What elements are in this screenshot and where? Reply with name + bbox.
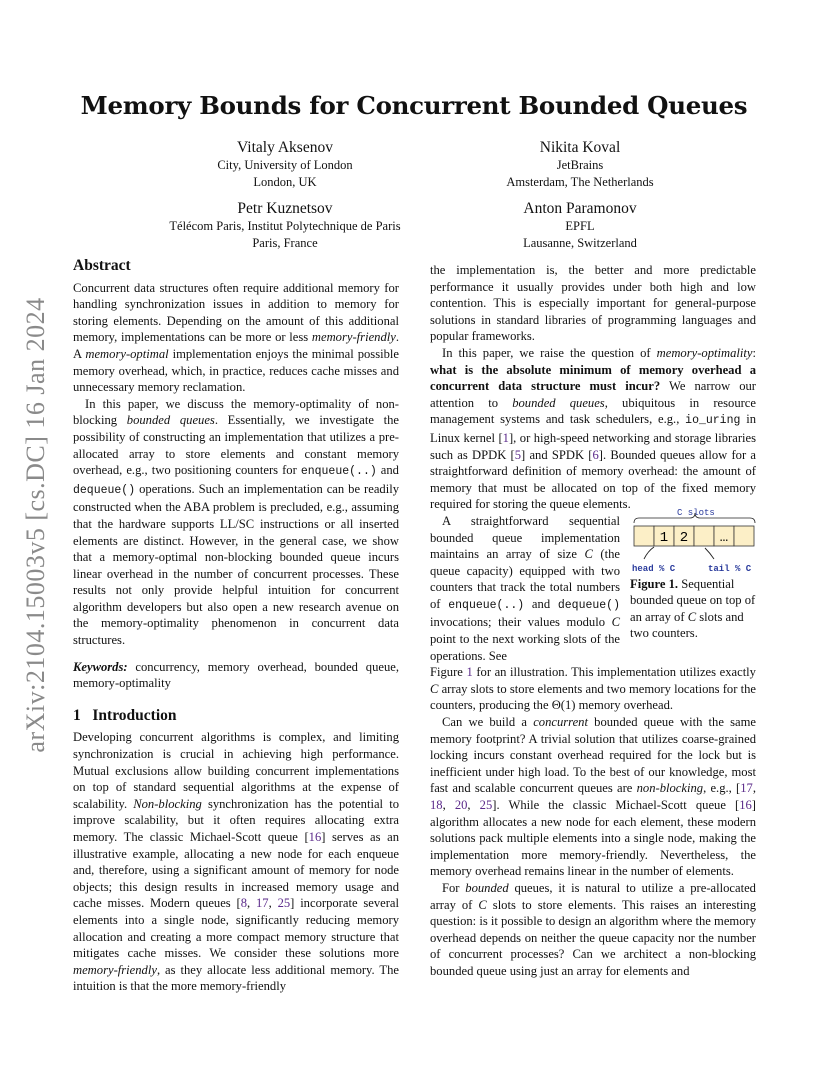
abstract-paragraph: In this paper, we discuss the memory-optimality of non-blocking bounded queues. Essentially, we investigate the possibility of constructing an implementation that utilizes a pre-allocated array to store elements and constant memory overhead, e.g., two positioning counters for enqueue(..) and dequeue() operations. Such an implementation can be readily constructed when the ABA problem is precluded, e.g., assuming that the hardware supports LL/SC instructions or all inserted elements are distinct. However, in the general case, we show that a memory-optimal non-blocking bounded queue incurs linear overhead in the number of concurrent processes. These results not only provide helpful intuition for concurrent algorithm developers but also open a new research avenue on the memory-optimality phenomenon in concurrent data structures. <box>73 396 399 648</box>
citation-link[interactable]: 18 <box>430 798 443 812</box>
author-block <box>100 199 470 252</box>
array-cells <box>634 526 754 546</box>
citation-link[interactable]: 6 <box>592 447 599 462</box>
author-block <box>430 138 730 191</box>
slots-brace <box>634 513 755 523</box>
array-slot <box>634 526 654 546</box>
author-affiliation: Télécom Paris, Institut Polytechnique de Paris <box>169 219 401 233</box>
figure-link[interactable]: 1 <box>466 665 473 680</box>
author-affiliation: EPFL <box>565 219 595 233</box>
abstract-paragraph: Concurrent data structures often require additional memory for handling synchronization issues in addition to memory for storing elements. Depending on the amount of this additional memory, implementations can be more or less memory-friendly. A memory-optimal implementation enjoys the minimal possible memory overhead, which, in practice, reduces cache misses and unnecessary memory reclamation. <box>73 280 399 395</box>
body-paragraph: In this paper, we raise the question of memory-optimality: what is the absolute minimum of memory overhead a concurrent data structure must incur? We narrow our attention to bounded queues, ubiquitous in resource management systems and task schedulers, e.g., io_uring in Linux kernel [1], or high-speed networking and storage libraries such as DPDK [5] and SPDK [6]. Bounded queues allow for a straightforward definition of memory overhead: the amount of memory that must be allocated on top of the fixed memory required for storing the queue elements. <box>430 345 756 512</box>
slots-label: C slots <box>677 508 715 518</box>
author-name: Petr Kuznetsov <box>237 200 333 217</box>
left-column <box>73 258 399 995</box>
arxiv-identifier: arXiv:2104.15003v5 [cs.DC] 16 Jan 2024 <box>21 297 50 753</box>
citation-link[interactable]: 8 <box>240 896 248 911</box>
author-location: London, UK <box>253 175 317 189</box>
array-slot-value: 1 <box>659 530 669 546</box>
array-slot-value: … <box>719 530 729 546</box>
head-arrow <box>644 547 654 559</box>
body-paragraph: For bounded queues, it is natural to utilize a pre-allocated array of C slots to store elements. This raises an interesting question: is it possible to design an algorithm where the memory overhead depends on neither the queue capacity nor the number of concurrent processes? Can we architect a non-blocking bounded queue using just an array for elements and <box>430 880 756 978</box>
citation-link[interactable]: 5 <box>514 447 522 462</box>
queue-array-svg <box>630 505 760 577</box>
abstract-heading: Abstract <box>73 257 131 274</box>
author-location: Lausanne, Switzerland <box>523 236 637 250</box>
intro-paragraph: Developing concurrent algorithms is complex, and limiting synchronization is crucial in achieving high performance. Mutual exclusions allow building concurrent implementations on top of standard sequential algorithms at the expense of scalability. Non-blocking synchronization has the potential to improve scalability, but it often requires allocating extra memory. The classic Michael-Scott queue [16] serves as an illustrative example, allocating a new node for each enqueue and, therefore, using a significant amount of memory for node objects; this design results in increased memory usage and cache misses. Modern queues [8, 17, 25] incorporate several elements into a single node, significantly reducing memory allocation and creating a more compact memory structure that mitigates cache misses. We consider these solutions more memory-friendly, as they allocate less additional memory. The intuition is that the more memory-friendly <box>73 730 400 994</box>
citation-link[interactable]: 17 <box>256 896 269 911</box>
keywords: Keywords: concurrency, memory overhead, bounded queue, memory-optimality <box>73 659 399 691</box>
citation-link[interactable]: 17 <box>740 781 753 796</box>
citation-link[interactable]: 16 <box>739 798 752 812</box>
author-affiliation: City, University of London <box>217 158 353 172</box>
figure-caption: Figure 1. Sequential bounded queue on top of an array of C slots and two counters. <box>630 577 756 641</box>
citation-link[interactable]: 1 <box>502 430 509 445</box>
citation-link[interactable]: 25 <box>479 798 493 812</box>
citation-link[interactable]: 20 <box>454 798 468 812</box>
paper-title: Memory Bounds for Concurrent Bounded Queues <box>80 91 748 120</box>
arxiv-sidebar <box>16 290 56 760</box>
author-name: Anton Paramonov <box>523 200 637 217</box>
head-label: head % C <box>632 564 676 574</box>
author-affiliation: JetBrains <box>556 158 604 172</box>
body-paragraph: A straightforward sequential bounded queue implementation maintains an array of size C (the queue capacity) equipped with two counters that track the total numbers of enqueue(..) and dequeue() invocations; their values modulo C point to the next working slots of the operations. See <box>430 513 621 663</box>
tail-arrow <box>705 548 714 559</box>
author-name: Vitaly Aksenov <box>237 139 333 156</box>
author-location: Amsterdam, The Netherlands <box>506 175 654 189</box>
figure-queue-diagram <box>630 505 760 582</box>
author-block <box>430 199 730 252</box>
array-slot <box>734 526 754 546</box>
array-slot-value: 2 <box>679 530 689 546</box>
array-slot <box>694 526 714 546</box>
body-paragraph: Figure 1 for an illustration. This implementation utilizes exactly C array slots to store elements and two memory locations for the counters, producing the Θ(1) memory overhead. <box>430 665 756 713</box>
author-block <box>135 138 435 191</box>
body-paragraph: the implementation is, the better and more predictable performance it usually provides under both high and low contention. This is especially important for general-purpose solutions in standard libraries of programming languages and popular frameworks. <box>430 263 756 344</box>
section-heading-introduction: 1 Introduction <box>73 706 177 724</box>
citation-link[interactable]: 16 <box>308 830 322 844</box>
citation-link[interactable]: 25 <box>277 896 291 911</box>
author-location: Paris, France <box>252 236 318 250</box>
tail-label: tail % C <box>708 564 752 574</box>
author-name: Nikita Koval <box>539 139 621 156</box>
body-paragraph: Can we build a concurrent bounded queue with the same memory footprint? A trivial solution that utilizes coarse-grained locking incurs constant overhead required for the lock but is inefficient under high load. To the best of our knowledge, most fast and scalable concurrent queues are non-blocking, e.g., [17, 18, 20, 25]. While the classic Michael-Scott queue [16] algorithm allocates a new node for each element, these modern solutions pack multiple elements into a single node, making the implementation more memory-friendly. Nevertheless, the memory overhead remains linear in the number of elements. <box>430 715 756 879</box>
